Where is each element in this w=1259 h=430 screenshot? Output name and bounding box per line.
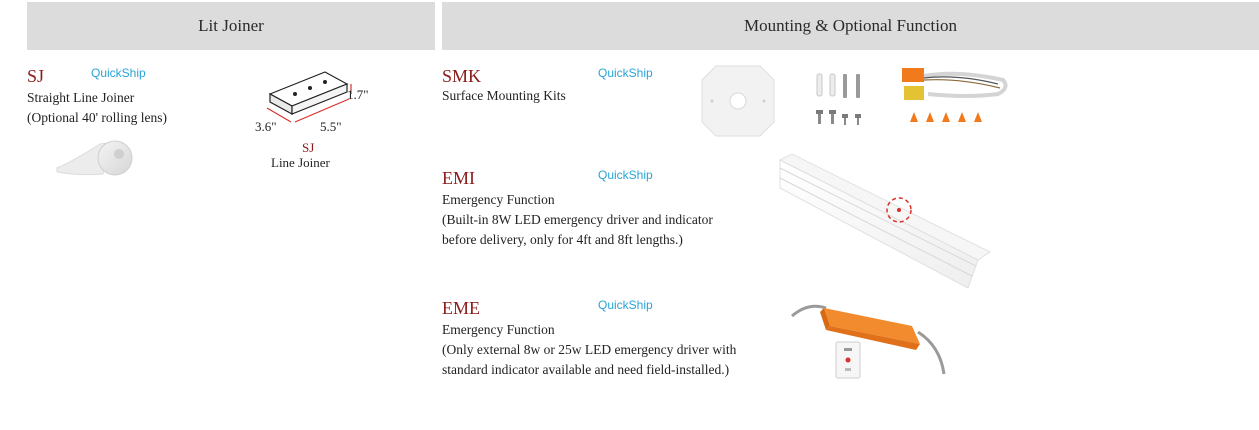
screws-anchors-image <box>812 70 874 130</box>
sj-diagram-code: SJ <box>302 140 315 155</box>
sj-quickship-badge: QuickShip <box>91 66 146 80</box>
sj-length-label: 5.5" <box>320 119 342 134</box>
emi-line3: before delivery, only for 4ft and 8ft lengths.) <box>442 232 683 247</box>
sj-line1: Straight Line Joiner <box>27 90 135 105</box>
eme-description <box>442 320 736 380</box>
sj-height-label: 1.7" <box>347 87 369 102</box>
eme-driver-image <box>790 294 950 384</box>
eme-quickship-badge: QuickShip <box>598 298 653 312</box>
sj-code: SJ <box>27 66 45 86</box>
smk-code: SMK <box>442 66 482 86</box>
smk-quickship-badge: QuickShip <box>598 66 653 80</box>
emi-code: EMI <box>442 168 475 188</box>
lit-joiner-title: Lit Joiner <box>198 16 264 35</box>
lit-joiner-header <box>27 2 435 50</box>
rolling-lens-image <box>55 130 140 180</box>
emi-description <box>442 190 713 250</box>
smk-description <box>442 86 566 106</box>
sj-width-label: 3.6" <box>255 119 277 134</box>
smk-line1: Surface Mounting Kits <box>442 88 566 103</box>
eme-line3: standard indicator available and need field-installed.) <box>442 362 730 377</box>
sj-line2: (Optional 40' rolling lens) <box>27 110 168 125</box>
connectors-wire-nuts-image <box>898 64 1013 136</box>
sj-description <box>27 88 167 128</box>
eme-line1: Emergency Function <box>442 322 555 337</box>
mounting-header <box>442 2 1259 50</box>
eme-line2: (Only external 8w or 25w LED emergency driver with <box>442 342 737 357</box>
sj-diagram-caption: Line Joiner <box>271 155 330 170</box>
eme-code: EME <box>442 298 480 318</box>
emi-fixture-image <box>778 152 993 292</box>
emi-line2: (Built-in 8W LED emergency driver and indicator <box>442 212 713 227</box>
mounting-plate-image <box>700 64 776 138</box>
emi-quickship-badge: QuickShip <box>598 168 653 182</box>
mounting-title: Mounting & Optional Function <box>744 16 957 35</box>
emi-line1: Emergency Function <box>442 192 555 207</box>
